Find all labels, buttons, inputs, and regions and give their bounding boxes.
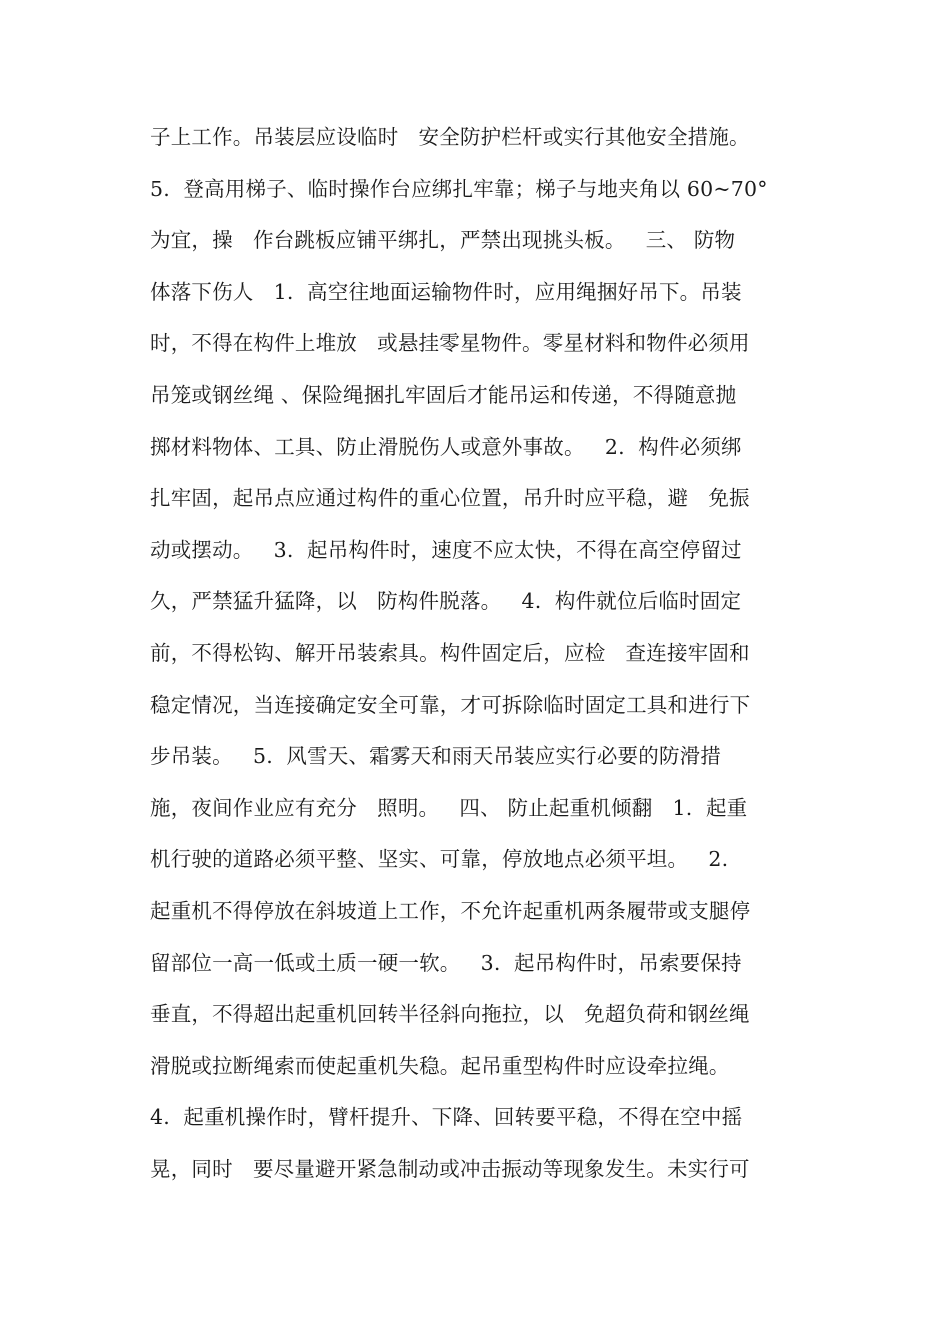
text-line: 垂直，不得超出起重机回转半径斜向拖拉，以 免超负荷和钢丝绳 <box>150 1002 750 1027</box>
text-line: 稳定情况，当连接确定安全可靠，才可拆除临时固定工具和进行下 <box>150 692 751 717</box>
text-line: 动或摆动。 3. 起吊构件时，速度不应太快，不得在高空停留过 <box>150 537 742 562</box>
text-line: 4. 起重机操作时，臂杆提升、下降、回转要平稳，不得在空中摇 <box>150 1105 743 1130</box>
text-line: 晃，同时 要尽量避开紧急制动或冲击振动等现象发生。未实行可 <box>150 1156 750 1181</box>
text-line: 体落下伤人 1. 高空往地面运输物件时，应用绳捆好吊下。吊装 <box>150 279 742 304</box>
text-line: 前，不得松钩、解开吊装索具。构件固定后，应检 查连接牢固和 <box>150 640 750 665</box>
text-line: 留部位一高一低或土质一硬一软。 3. 起吊构件时，吊索要保持 <box>150 950 742 975</box>
text-line: 子上工作。吊装层应设临时 安全防护栏杆或实行其他安全措施。 <box>150 125 750 149</box>
text-line: 滑脱或拉断绳索而使起重机失稳。起吊重型构件时应设牵拉绳。 <box>150 1053 730 1078</box>
text-line: 起重机不得停放在斜坡道上工作，不允许起重机两条履带或支腿停 <box>150 898 751 923</box>
text-line: 5. 登高用梯子、临时操作台应绑扎牢靠；梯子与地夹角以 60~70° <box>150 176 768 201</box>
text-line: 步吊装。 5. 风雪天、霜雾天和雨天吊装应实行必要的防滑措 <box>150 744 722 769</box>
text-line: 机行驶的道路必须平整、坚实、可靠，停放地点必须平坦。 2. <box>150 847 729 872</box>
text-line: 久，严禁猛升猛降，以 防构件脱落。 4. 构件就位后临时固定 <box>150 589 742 614</box>
text-line: 施，夜间作业应有充分 照明。 四、 防止起重机倾翻 1. 起重 <box>150 795 748 820</box>
text-line: 时，不得在构件上堆放 或悬挂零星物件。零星材料和物件必须用 <box>150 331 750 356</box>
body-text <box>150 112 810 1195</box>
text-line: 掷材料物体、工具、防止滑脱伤人或意外事故。 2. 构件必须绑 <box>150 434 742 459</box>
text-line: 吊笼或钢丝绳 、保险绳捆扎牢固后才能吊运和传递，不得随意抛 <box>150 382 737 407</box>
text-line: 为宜，操 作台跳板应铺平绑扎，严禁出现挑头板。 三、 防物 <box>150 228 736 253</box>
text-line: 扎牢固，起吊点应通过构件的重心位置，吊升时应平稳，避 免振 <box>150 486 750 511</box>
